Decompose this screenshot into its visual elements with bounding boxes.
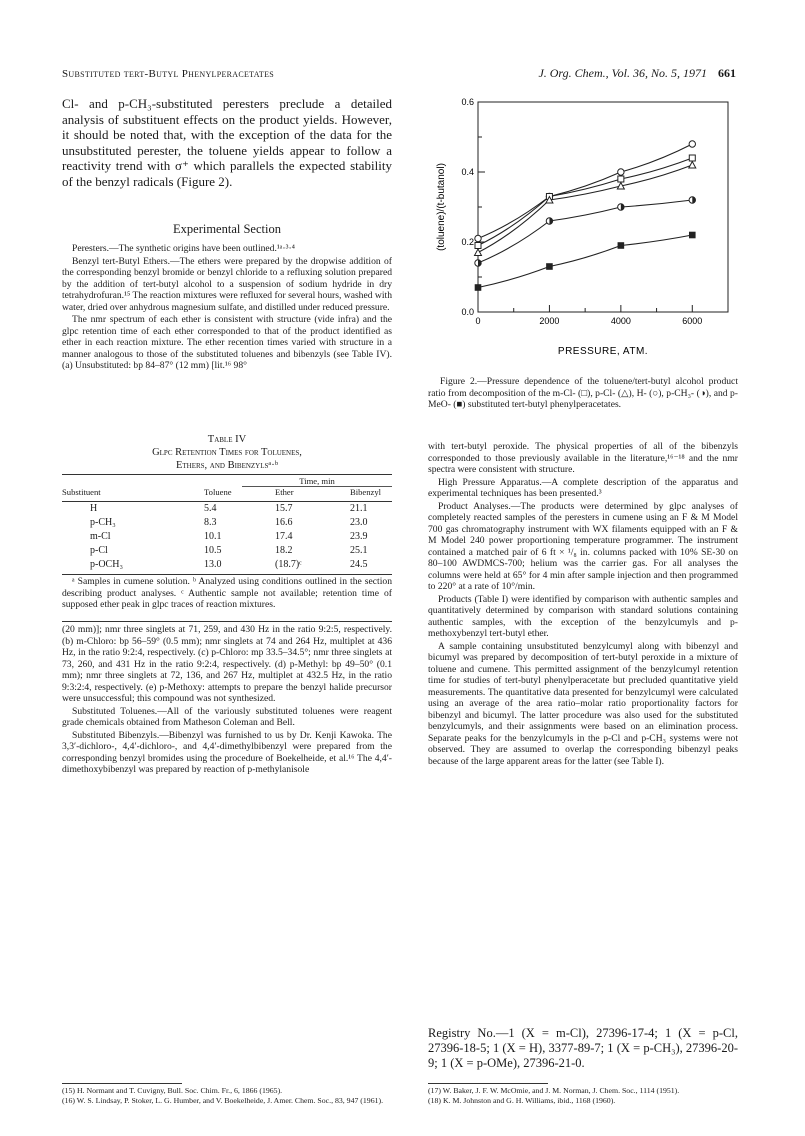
cell-ether: 18.2: [275, 545, 293, 556]
table-footnote-text: ᵃ Samples in cumene solution. ᵇ Analyzed using conditions outlined in the section describing product analyses. ᶜ Authentic sample not available; retention time of supposed ether peak in glpc traces of reaction mixtures.: [62, 576, 392, 610]
x-tick-label: 0: [475, 316, 481, 326]
cell-toluene: 13.0: [204, 559, 222, 570]
cell-substituent: p-OCH₃: [90, 559, 123, 570]
footnotes-right: [428, 1086, 738, 1106]
point-square: [618, 176, 624, 182]
right-column: [428, 441, 738, 768]
section-rule: [62, 621, 392, 622]
section-title: Experimental Section: [173, 222, 281, 236]
cell-toluene: 5.4: [204, 503, 217, 514]
paragraph-product-analyses: Product Analyses.—The products were determined by glpc analyses of completely reacted samples of the peresters in cumene using an F & M Model 700 gas chromatography instrument with WX filaments equipped with an F & M Model 240 power proportioning temperature programmer. The instrument contained a matched pair of 6 ft × ¹/₈ in. columns packed with 10% SE-30 on 80–100 AWDMCS-700; helium was the carrier gas. For all analyses the columns were held at 65° for 4 min after sample injection and then programmed to 220° at a rate of 10°/min.: [428, 500, 738, 592]
table-row: [62, 559, 392, 573]
paragraph-benzylcumyl: A sample containing unsubstituted benzylcumyl along with bibenzyl and bicumyl was prepared by decomposition of tert-butyl peroxide in a mixture of toluene and cumene. This permitted assignment of the benzylcumyl retention time for studies of tert-butyl phenylperacetate but precluded quantitative yield measurements. The quantitative data presented for benzylcumyl were calculated using an average of the area ratio–molar ratio proportionality factors for bibenzyl and bicumyl. The latter procedure was also used for the substituted benzylcumyls, and their assignments were based on an elimination process. Separate peaks for the benzylcumyls in the p-Cl and p-CH₃ systems were not observed. They are assumed to overlap the corresponding bibenzyl peaks because of the large apparent areas for the latter (see Table I).: [428, 640, 738, 767]
y-tick-label: 0.4: [461, 167, 474, 177]
span-header: Time, min: [242, 476, 392, 487]
x-tick-label: 6000: [682, 316, 703, 326]
cell-toluene: 10.5: [204, 545, 222, 556]
x-tick-label: 2000: [539, 316, 560, 326]
cell-bibenzyl: 24.5: [350, 559, 368, 570]
footnote-rule-left: [62, 1083, 182, 1084]
cell-bibenzyl: 25.1: [350, 545, 368, 556]
figure-caption: Figure 2.—Pressure dependence of the toluene/tert-butyl alcohol product ratio from decomposition of the m-Cl- (□), p-Cl- (△), H- (○), p-CH₃- (◑), and p-MeO- (■) substituted tert-butyl phenylperacetates.: [428, 376, 738, 410]
cell-ether: 15.7: [275, 503, 293, 514]
table-body: [62, 503, 392, 573]
table-span-header-row: [62, 476, 392, 487]
point-triangle: [475, 249, 482, 256]
paragraph-high-pressure: High Pressure Apparatus.—A complete description of the apparatus and experimental techniques has been presented.³: [428, 476, 738, 499]
cell-ether: 16.6: [275, 517, 293, 528]
series-line: [478, 200, 692, 263]
point-circle: [618, 169, 624, 175]
footnote-16: (16) W. S. Lindsay, P. Stoker, L. G. Humber, and V. Boekelheide, J. Amer. Chem. Soc., 83, 947 (1961).: [62, 1096, 384, 1105]
table-row: [62, 517, 392, 531]
point-filled-square: [618, 243, 624, 249]
point-circle: [689, 141, 695, 147]
series-line: [478, 165, 692, 253]
axis-ticks: [461, 97, 728, 326]
data-series: [475, 141, 696, 290]
retention-table: [62, 476, 392, 499]
paragraph-peresters: Peresters.—The synthetic origins have been outlined.¹ᵃ·³·⁴: [72, 243, 295, 254]
y-axis-label: (toluene)/(t-butanol): [436, 163, 447, 251]
table-label: Table IV: [207, 434, 247, 445]
cell-substituent: p-Cl: [90, 545, 108, 556]
footnote-17: (17) W. Baker, J. F. W. McOmie, and J. M. Norman, J. Chem. Soc., 1114 (1951).: [428, 1086, 680, 1095]
cell-toluene: 8.3: [204, 517, 217, 528]
point-circle: [475, 235, 481, 241]
point-square: [475, 243, 481, 249]
point-triangle: [689, 162, 696, 169]
running-header-title: Substituted tert-Butyl Phenylperacetates: [62, 68, 275, 80]
y-tick-label: 0.6: [461, 97, 474, 107]
footnotes-left: [62, 1086, 392, 1106]
point-square: [689, 155, 695, 161]
table-title: [62, 433, 392, 472]
cell-bibenzyl: 23.0: [350, 517, 368, 528]
table-top-rule: [62, 474, 392, 475]
cell-bibenzyl: 21.1: [350, 503, 368, 514]
cell-bibenzyl: 23.9: [350, 531, 368, 542]
paragraph-ethers: Benzyl tert-Butyl Ethers.—The ethers were prepared by the dropwise addition of the corresponding benzyl bromide or benzyl chloride to a refluxing solution prepared by the addition of tert-butyl alcohol to a suspension of sodium hydride in dry tetrahydrofuran.¹⁵ The reaction mixtures were refluxed for several hours, washed with water, dried over anhydrous magnesium sulfate, and distilled under reduced pressure.: [62, 255, 392, 313]
table-row: [62, 503, 392, 517]
paragraph-bibenzyls: Substituted Bibenzyls.—Bibenzyl was furnished to us by Dr. Kenji Kawoka. The 3,3′-dichloro-, 4,4′-dichloro-, and 4,4′-dimethylbibenzyl were prepared from the corresponding benzyl bromides using the procedure of Boekelheide, et al.¹⁶ The 4,4′-dimethoxybibenzyl was prepared by reaction of p-methylanisole: [62, 729, 392, 775]
footnote-18: (18) K. M. Johnston and G. H. Williams, ibid., 1168 (1960).: [428, 1096, 616, 1105]
running-header-journal: [480, 66, 736, 81]
registry-numbers: Registry No.—1 (X = m-Cl), 27396-17-4; 1 (X = p-Cl, 27396-18-5; 1 (X = H), 3377-89-7; 1 (X = p-CH₃), 27396-20-9; 1 (X = p-OMe), 27396-21-0.: [428, 1026, 738, 1070]
cell-toluene: 10.1: [204, 531, 222, 542]
page-number: 661: [718, 66, 736, 80]
x-tick-label: 4000: [610, 316, 631, 326]
paragraph-nmr: The nmr spectrum of each ether is consistent with structure (vide infra) and the glpc retention time of each ether corresponded to that of the product identified as ether in each reaction mixture. The ether recention times varied with structure in a manner analogous to those of the substituted toluenes and bibenzyls (see Table IV). (a) Unsubstituted: bp 84–87° (12 mm) [lit.¹⁶ 98°: [62, 314, 392, 371]
table-footnote: [62, 576, 392, 612]
table-row: [62, 531, 392, 545]
lead-paragraph: Cl- and p-CH₃-substituted peresters preclude a detailed analysis of substituent effects on the product yields. However, it should be noted that, with the exception of the data for the unsubstituted perester, the toluene yields appear to follow a reactivity trend with σ⁺ which parallels the expected stability of the benzyl radicals (Figure 2).: [62, 96, 392, 189]
table-header-rule: [62, 501, 392, 502]
figure-2-chart: [428, 92, 740, 372]
journal-citation: J. Org. Chem., Vol. 36, No. 5, 1971: [538, 66, 707, 80]
table-header-row: [62, 487, 392, 499]
left-column-part2: [62, 624, 392, 777]
table-caption-line1: Glpc Retention Times for Toluenes,: [152, 447, 302, 458]
cell-substituent: p-CH₃: [90, 517, 116, 528]
point-filled-square: [689, 232, 695, 238]
table-row: [62, 545, 392, 559]
col-header-ether: Ether: [275, 487, 294, 497]
series-line: [478, 235, 692, 288]
col-header-substituent: Substituent: [62, 487, 101, 497]
plot-frame: [478, 102, 728, 312]
paragraph-ether-data: (20 mm)]; nmr three singlets at 71, 259, and 430 Hz in the ratio 9:2:5, respectively. (b) m-Chloro: bp 56–59° (0.5 mm); nmr singlets at 74 and 264 Hz, multiplet at 436 Hz, in the ratio 9:2:4, respectively. (c) p-Chloro: mp 33.5–34.5°; nmr three singlets at 73, 260, and 431 Hz in the ratio 9:2:4, respectively. (d) p-Methyl: bp 49–50° (0.1 mm); nmr three singlets at 72, 136, and 267 Hz, multiplet at 432.5 Hz, in the ratio 9:3:2:4, respectively. (e) p-Methoxy: attempts to prepare the benzyl halide precursor were unsuccessful; this compound was not synthesized.: [62, 624, 392, 704]
cell-ether: (18.7)ᶜ: [275, 559, 302, 570]
table-bottom-rule: [62, 574, 392, 575]
col-header-bibenzyl: Bibenzyl: [350, 487, 382, 497]
paragraph-products: Products (Table I) were identified by comparison with authentic samples and quantitatively determined by comparison with standard solutions containing authentic samples, with the exception of the benzylcumyls and p-methoxybenzyl tert-butyl ether.: [428, 593, 738, 639]
col-header-toluene: Toluene: [204, 487, 232, 497]
footnote-rule-right: [428, 1083, 548, 1084]
paragraph-toluenes: Substituted Toluenes.—All of the variously substituted toluenes were reagent grade chemicals obtained from Matheson Coleman and Bell.: [62, 705, 392, 728]
cell-substituent: H: [90, 503, 98, 514]
y-tick-label: 0.2: [461, 237, 474, 247]
cell-substituent: m-Cl: [90, 531, 111, 542]
cell-ether: 17.4: [275, 531, 293, 542]
series-line: [478, 144, 692, 239]
footnote-15: (15) H. Normant and T. Cuvigny, Bull. Soc. Chim. Fr., 6, 1866 (1965).: [62, 1086, 283, 1095]
point-filled-square: [475, 285, 481, 291]
left-column-part1: [62, 243, 392, 373]
paragraph-bibenzyl-properties: with tert-butyl peroxide. The physical properties of all of the bibenzyls corresponded to those previously available in the literature,¹⁶⁻¹⁸ and the nmr spectra were consistent with structure.: [428, 441, 738, 475]
point-filled-square: [547, 264, 553, 270]
table-caption-line2: Ethers, and Bibenzylsᵃ·ᵇ: [175, 460, 279, 471]
x-axis-label: PRESSURE, ATM.: [557, 346, 649, 357]
y-tick-label: 0.0: [461, 307, 474, 317]
